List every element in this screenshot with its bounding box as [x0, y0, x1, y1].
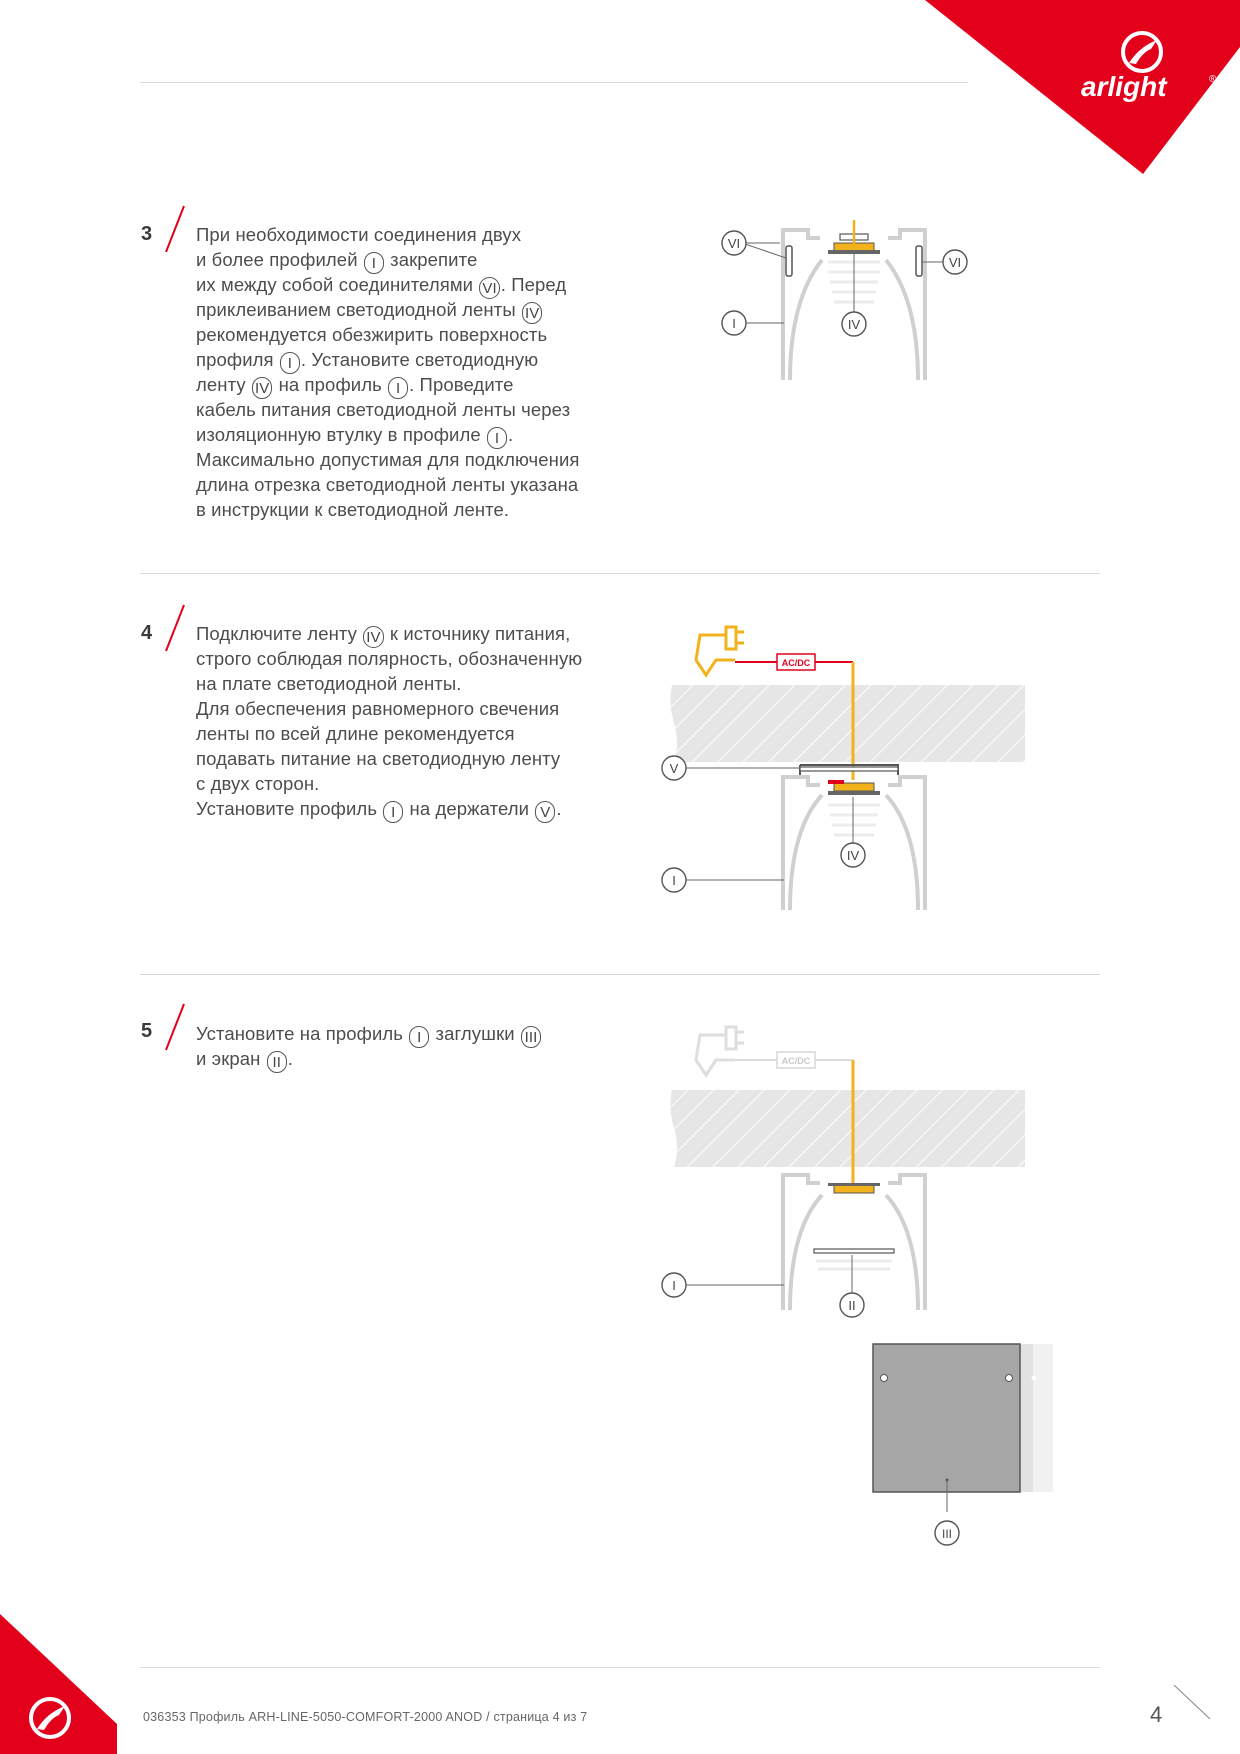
page-number: 4: [1150, 1702, 1163, 1727]
label-i: I: [732, 316, 736, 331]
text-line: [196, 796, 582, 821]
part-tag: I: [388, 377, 408, 399]
text-run: ленту: [196, 374, 251, 395]
diffuser-screen: [814, 1249, 894, 1253]
step-3-number: 3: [141, 223, 153, 245]
page-corner-line: [1172, 1683, 1212, 1723]
text-line: [196, 696, 582, 721]
part-tag: IV: [252, 377, 272, 399]
label-iv: IV: [847, 317, 861, 332]
text-run: приклеиванием светодиодной ленты: [196, 299, 521, 320]
text-line: [196, 322, 580, 347]
text-run: и более профилей: [196, 249, 363, 270]
text-run: строго соблюдая полярность, обозначенную: [196, 648, 583, 669]
text-run: . Проведите: [409, 374, 514, 395]
text-run: Подключите ленту: [196, 623, 363, 644]
text-line: [196, 397, 580, 422]
text-run: . Установите светодиодную: [300, 349, 539, 370]
text-run: и экран: [196, 1048, 266, 1069]
text-run: .: [508, 424, 514, 445]
part-tag: V: [535, 801, 555, 823]
led-strip: [834, 783, 874, 791]
part-tag: VI: [479, 277, 499, 299]
header-rule: [140, 82, 968, 83]
text-line: [196, 272, 580, 297]
end-cap: [873, 1344, 1020, 1492]
label-iv: IV: [846, 848, 860, 863]
plug-icon: [696, 1027, 744, 1075]
text-line: [196, 497, 580, 522]
brand-corner-bottom: [0, 1614, 120, 1754]
part-tag: I: [487, 427, 507, 449]
text-run: на держатели: [404, 798, 535, 819]
text-line: [196, 646, 582, 671]
text-line: [196, 621, 582, 646]
brand-corner-top: [925, 0, 1240, 175]
text-run: Установите на профиль: [196, 1023, 409, 1044]
footer-doc-line: 036353 Профиль ARH-LINE-5050-COMFORT-2000 ANOD / страница 4 из 7: [143, 1710, 588, 1724]
step-3-text: [196, 222, 580, 522]
text-line: [196, 347, 580, 372]
led-strip: [834, 1185, 874, 1193]
step-5-slash: [160, 1002, 188, 1052]
strip-base: [828, 250, 880, 254]
text-run: . Перед: [500, 274, 567, 295]
part-tag: III: [521, 1026, 541, 1048]
text-line: [196, 297, 580, 322]
text-run: кабель питания светодиодной ленты через: [196, 399, 571, 420]
text-run: подавать питание на светодиодную ленту: [196, 748, 561, 769]
step-3-diagram: [720, 210, 990, 390]
step-4-slash: [160, 603, 188, 653]
text-run: .: [556, 798, 562, 819]
part-tag: II: [267, 1051, 287, 1073]
psu-label: AC/DC: [781, 658, 811, 668]
label-i: I: [672, 1278, 676, 1293]
label-i: I: [672, 873, 676, 888]
plug-icon: [696, 627, 744, 675]
text-line: [196, 247, 580, 272]
text-line: [196, 372, 580, 397]
ceiling-slab: [670, 685, 1025, 762]
step-5-diagram: [660, 1015, 1040, 1315]
callout-ii: [838, 1291, 866, 1319]
text-run: профиля: [196, 349, 279, 370]
profile-outline: [783, 1175, 925, 1310]
text-run: При необходимости соединения двух: [196, 224, 522, 245]
step-3-slash: [160, 204, 188, 254]
logo-registered-mark: ®: [1209, 74, 1217, 85]
part-tag: I: [383, 801, 403, 823]
text-line: [196, 746, 582, 771]
part-tag: I: [364, 252, 384, 274]
text-run: ленты по всей длине рекомендуется: [196, 723, 515, 744]
step-5-number: 5: [141, 1020, 153, 1042]
text-line: [196, 721, 582, 746]
psu-label: AC/DC: [781, 1056, 811, 1066]
part-tag: IV: [522, 302, 542, 324]
text-line: [196, 1021, 542, 1046]
end-cap-diagram: [860, 1340, 1100, 1550]
text-run: рекомендуется обезжирить поверхность: [196, 324, 548, 345]
label-ii: II: [848, 1298, 856, 1313]
text-run: .: [287, 1048, 293, 1069]
step-5-text: [196, 1021, 542, 1071]
text-run: длина отрезка светодиодной ленты указана: [196, 474, 579, 495]
text-line: [196, 422, 580, 447]
text-run: к источнику питания,: [384, 623, 571, 644]
step-4-text: [196, 621, 582, 821]
label-v: V: [669, 761, 679, 776]
footer-rule: [140, 1667, 1100, 1668]
label-vi-left: VI: [727, 236, 741, 251]
text-run: их между собой соединителями: [196, 274, 479, 295]
logo-text: arlight: [1081, 71, 1167, 102]
text-run: Установите профиль: [196, 798, 383, 819]
step-4-number: 4: [141, 622, 153, 644]
text-line: [196, 222, 580, 247]
text-line: [196, 472, 580, 497]
connector-right: [916, 246, 922, 276]
text-line: [196, 447, 580, 472]
step-4-divider: [140, 974, 1100, 975]
part-tag: I: [409, 1026, 429, 1048]
text-run: с двух сторон.: [196, 773, 320, 794]
text-run: Для обеспечения равномерного свечения: [196, 698, 560, 719]
step-3-divider: [140, 573, 1100, 574]
text-line: [196, 1046, 542, 1071]
connector-left: [786, 246, 792, 276]
text-run: в инструкции к светодиодной ленте.: [196, 499, 510, 520]
text-run: Максимально допустимая для подключения: [196, 449, 580, 470]
part-tag: IV: [363, 626, 383, 648]
text-run: на плате светодиодной ленты.: [196, 673, 462, 694]
text-line: [196, 771, 582, 796]
text-run: изоляционную втулку в профиле: [196, 424, 486, 445]
label-iii: III: [941, 1527, 953, 1541]
part-tag: I: [280, 352, 300, 374]
text-run: закрепите: [384, 249, 478, 270]
text-run: на профиль: [273, 374, 388, 395]
text-line: [196, 671, 582, 696]
step-4-diagram: [660, 615, 1040, 915]
label-vi-right: VI: [948, 255, 962, 270]
ceiling-slab: [670, 1090, 1025, 1167]
text-run: заглушки: [430, 1023, 520, 1044]
